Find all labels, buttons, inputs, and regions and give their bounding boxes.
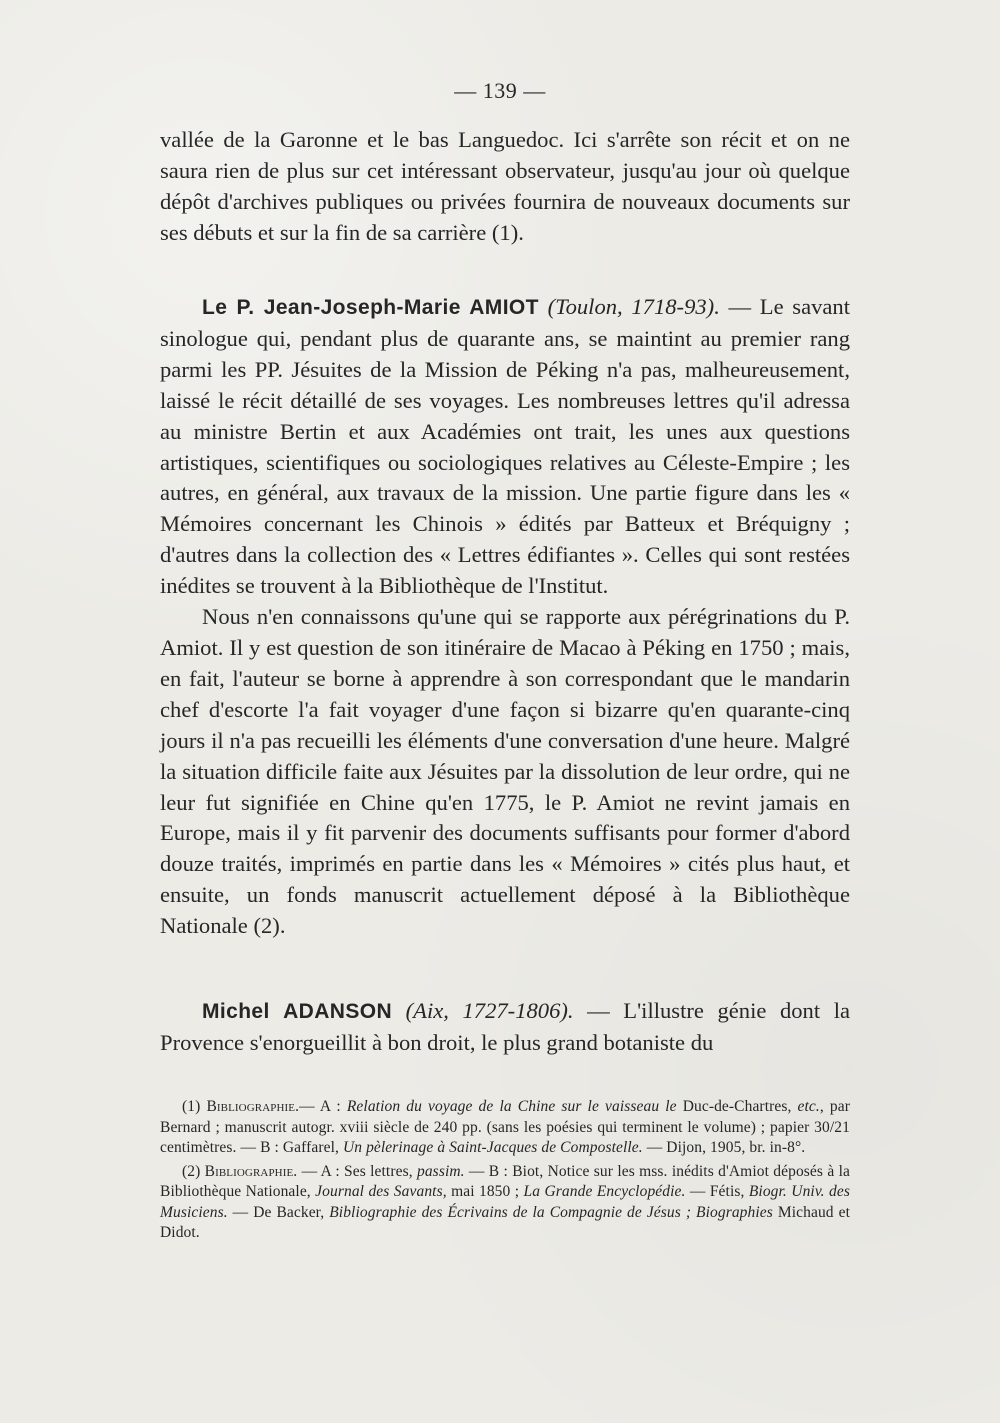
footnote-1-label: Bibliographie. — [206, 1098, 300, 1115]
footnote-1-italic-1: Relation du voyage de la Chine sur le vaisseau le — [346, 1098, 677, 1115]
footnote-2-label: Bibliographie. — [204, 1162, 298, 1180]
adanson-name: Michel ADANSON — [202, 1000, 393, 1023]
page-number: — 139 — — [454, 78, 546, 103]
adanson-text: — L'illustre génie dont la Provence s'enorgueillit à bon droit, le plus grand botaniste du — [160, 998, 850, 1055]
amiot-name: Le P. Jean-Joseph-Marie AMIOT — [202, 296, 539, 319]
footnote-2-number: (2) — [182, 1162, 201, 1180]
footnote-1-text-1: — A : — [299, 1098, 347, 1115]
amiot-paragraph-2: Nous n'en connaissons qu'une qui se rapporte aux pérégrinations du P. Amiot. Il y est question de son itinéraire de Macao à Péking en 1750 ; mais, en fait, l'auteur se borne à apprendre à son correspondant que le mandarin chef d'escorte l'a fait voyager d'une façon si bizarre qu'en quarante-cinq jours il n'a pas recueilli les éléments d'une conversation d'une heure. Malgré la situation difficile faite aux Jésuites par la dissolution de leur ordre, qui ne leur fut signifiée en Chine qu'en 1775, le P. Amiot ne revint jamais en Europe, mais il y fit parvenir des documents suffisants pour former d'abord douze traités, imprimés en partie dans les « Mémoires » cités plus haut, et ensuite, un fonds manuscrit actuellement déposé à la Bibliothèque Nationale (2). — [160, 604, 850, 939]
adanson-entry — [160, 996, 850, 1059]
amiot-place-date: (Toulon, 1718-93). — [547, 294, 720, 319]
footnote-2-italic-4: Biogr. Univ. des Musiciens. — [160, 1183, 850, 1221]
adanson-place-date: (Aix, 1727-1806). — [405, 998, 574, 1023]
intro-paragraph — [160, 125, 850, 249]
footnote-2-italic-5: Bibliographie des Écrivains de la Compagnie de Jésus ; Biographies — [329, 1203, 773, 1221]
footnote-2-text-4: — Fétis, — [685, 1183, 749, 1200]
amiot-paragraph-1-text: — Le savant sinologue qui, pendant plus de quarante ans, se maintint au premier rang parmi les PP. Jésuites de la Mission de Péking n'a pas, malheureusement, laissé le récit détaillé de ses voyages. Les nombreuses lettres qu'il adressa au ministre Bertin et aux Académies ont trait, les unes aux questions artistiques, scientifiques ou sociologiques relatives au Céleste-Empire ; les autres, en général, aux travaux de la mission. Une partie figure dans les « Mémoires concernant les Chinois » édités par Batteux et Bréquigny ; d'autres dans la collection des « Lettres édifiantes ». Celles qui sont restées inédites se trouvent à la Bibliothèque de l'Institut. — [160, 294, 850, 599]
footnote-1-italic-2: etc. — [797, 1098, 820, 1115]
footnote-1-text-3: , par Bernard ; manuscrit autogr. xviii siècle de 240 pp. (sans les poésies qui terminent le volume) ; papier 30/21 centimètres. — B : Gaffarel, — [160, 1098, 850, 1156]
footnote-1-text-2: Duc-de-Chartres, — [676, 1098, 798, 1115]
footnotes — [160, 1097, 850, 1244]
adanson-paragraph — [160, 996, 850, 1059]
footnote-2-text-6: Michaud et Didot. — [160, 1203, 850, 1241]
footnote-2-text-3: mai 1850 ; — [446, 1183, 524, 1200]
amiot-paragraph-1 — [160, 292, 850, 602]
footnote-1-text-4: — Dijon, 1905, br. in-8°. — [642, 1139, 806, 1156]
footnote-2-text-1: — A : Ses lettres, — [297, 1162, 417, 1180]
footnote-1-italic-3: Un pèlerinage à Saint-Jacques de Compostelle. — [342, 1139, 643, 1156]
footnote-2-text-5: — De Backer, — [227, 1203, 330, 1221]
footnote-1-number: (1) — [182, 1098, 201, 1115]
amiot-entry — [160, 292, 850, 942]
footnote-2-italic-3: La Grande Encyclopédie. — [523, 1183, 686, 1200]
footnote-1 — [160, 1097, 850, 1159]
intro-text: vallée de la Garonne et le bas Languedoc. Ici s'arrête son récit et on ne saura rien de plus sur cet intéressant observateur, jusqu'au jour où quelque dépôt d'archives publiques ou privées fournira de nouveaux documents sur ses débuts et sur la fin de sa carrière (1). — [160, 127, 850, 245]
footnote-2-text-2: — B : Biot, Notice sur les mss. inédits d'Amiot déposés à la Bibliothèque Nationale, — [160, 1162, 850, 1200]
footnote-2-italic-1: passim. — [416, 1162, 465, 1180]
footnote-2-italic-2: Journal des Savants, — [315, 1183, 447, 1200]
footnote-2 — [160, 1162, 850, 1244]
page-number-value: 139 — [482, 78, 518, 103]
